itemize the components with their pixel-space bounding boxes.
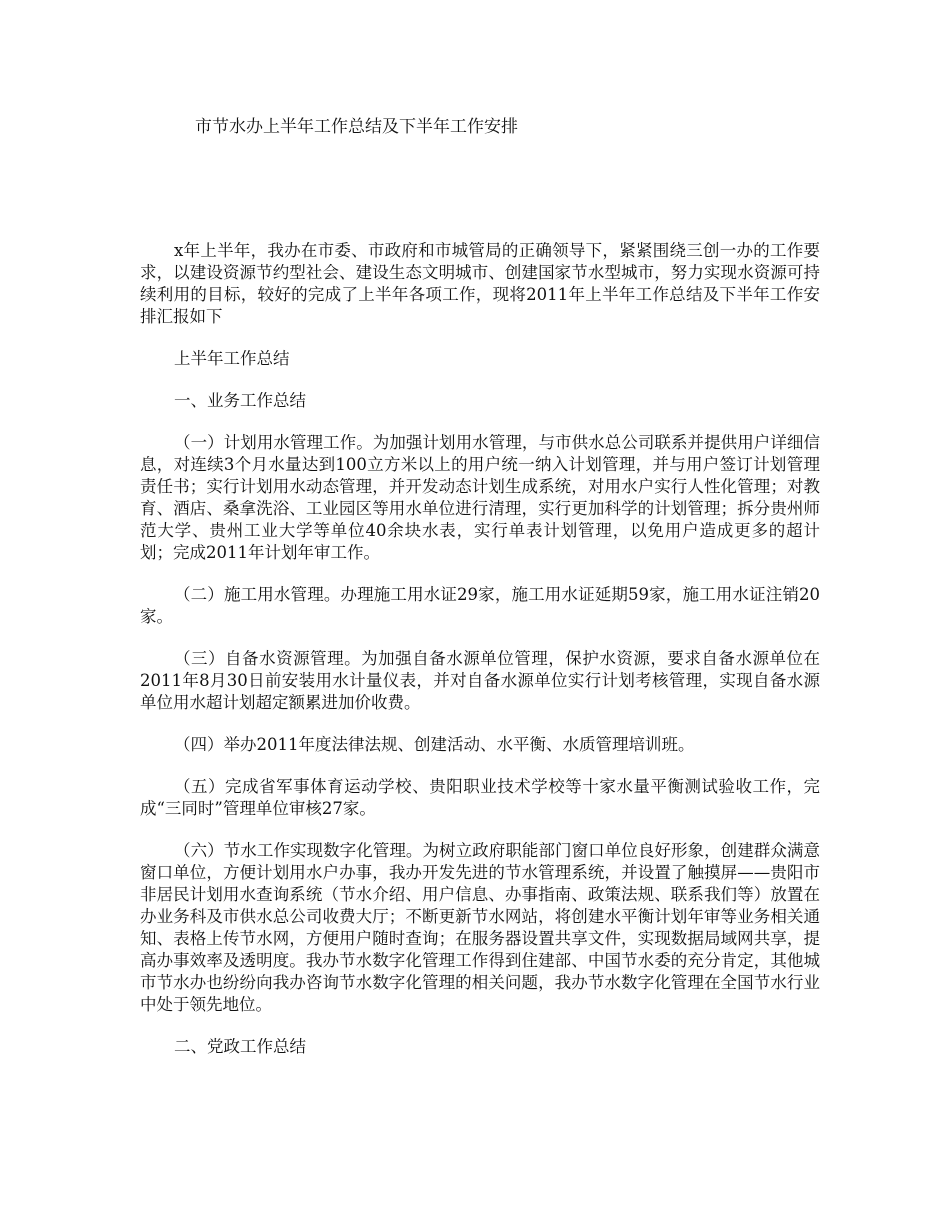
section-heading-business: 一、业务工作总结 [174, 391, 306, 410]
item-paragraph-5: （五）完成省军事体育运动学校、贵阳职业技术学校等十家水量平衡测试验收工作，完成“三同时”管理单位审核27家。 [140, 777, 820, 818]
document-body [140, 240, 820, 1078]
intro-paragraph: x年上半年，我办在市委、市政府和市城管局的正确领导下，紧紧围绕三创一办的工作要求，以建设资源节约型社会、建设生态文明城市、创建国家节水型城市，努力实现水资源可持续利用的目标，较好的完成了上半年各项工作，现将2011年上半年工作总结及下半年工作安排汇报如下 [140, 241, 820, 326]
section-heading-first-half: 上半年工作总结 [174, 349, 290, 368]
item-paragraph-2: （二）施工用水管理。办理施工用水证29家，施工用水证延期59家，施工用水证注销20家。 [140, 585, 820, 626]
item-paragraph-6: （六）节水工作实现数字化管理。为树立政府职能部门窗口单位良好形象，创建群众满意窗口单位，方便计划用水户办事，我办开发先进的节水管理系统，并设置了触摸屏——贵阳市非居民计划用水查询系统（节水介绍、用户信息、办事指南、政策法规、联系我们等）放置在办业务科及市供水总公司收费大厅；不断更新节水网站，将创建水平衡计划年审等业务相关通知、表格上传节水网，方便用户随时查询；在服务器设置共享文件，实现数据局域网共享，提高办事效率及透明度。我办节水数字化管理工作得到住建部、中国节水委的充分肯定，其他城市节水办也纷纷向我办咨询节水数字化管理的相关问题，我办节水数字化管理在全国节水行业中处于领先地位。 [140, 841, 820, 1014]
item-paragraph-1: （一）计划用水管理工作。为加强计划用水管理，与市供水总公司联系并提供用户详细信息，对连续3个月水量达到100立方米以上的用户统一纳入计划管理，并与用户签订计划管理责任书；实行计划用水动态管理，并开发动态计划生成系统，对用水户实行人性化管理；对教育、酒店、桑拿洗浴、工业园区等用水单位进行清理，实行更加科学的计划管理；拆分贵州师范大学、贵州工业大学等单位40余块水表，实行单表计划管理，以免用户造成更多的超计划；完成2011年计划年审工作。 [140, 433, 820, 562]
item-paragraph-3: （三）自备水资源管理。为加强自备水源单位管理，保护水资源，要求自备水源单位在2011年8月30日前安装用水计量仪表，并对自备水源单位实行计划考核管理，实现自备水源单位用水超计划超定额累进加价收费。 [140, 649, 820, 712]
section-heading-party: 二、党政工作总结 [174, 1037, 306, 1056]
item-paragraph-4: （四）举办2011年度法律法规、创建活动、水平衡、水质管理培训班。 [174, 735, 695, 754]
document-title: 市节水办上半年工作总结及下半年工作安排 [195, 117, 518, 137]
